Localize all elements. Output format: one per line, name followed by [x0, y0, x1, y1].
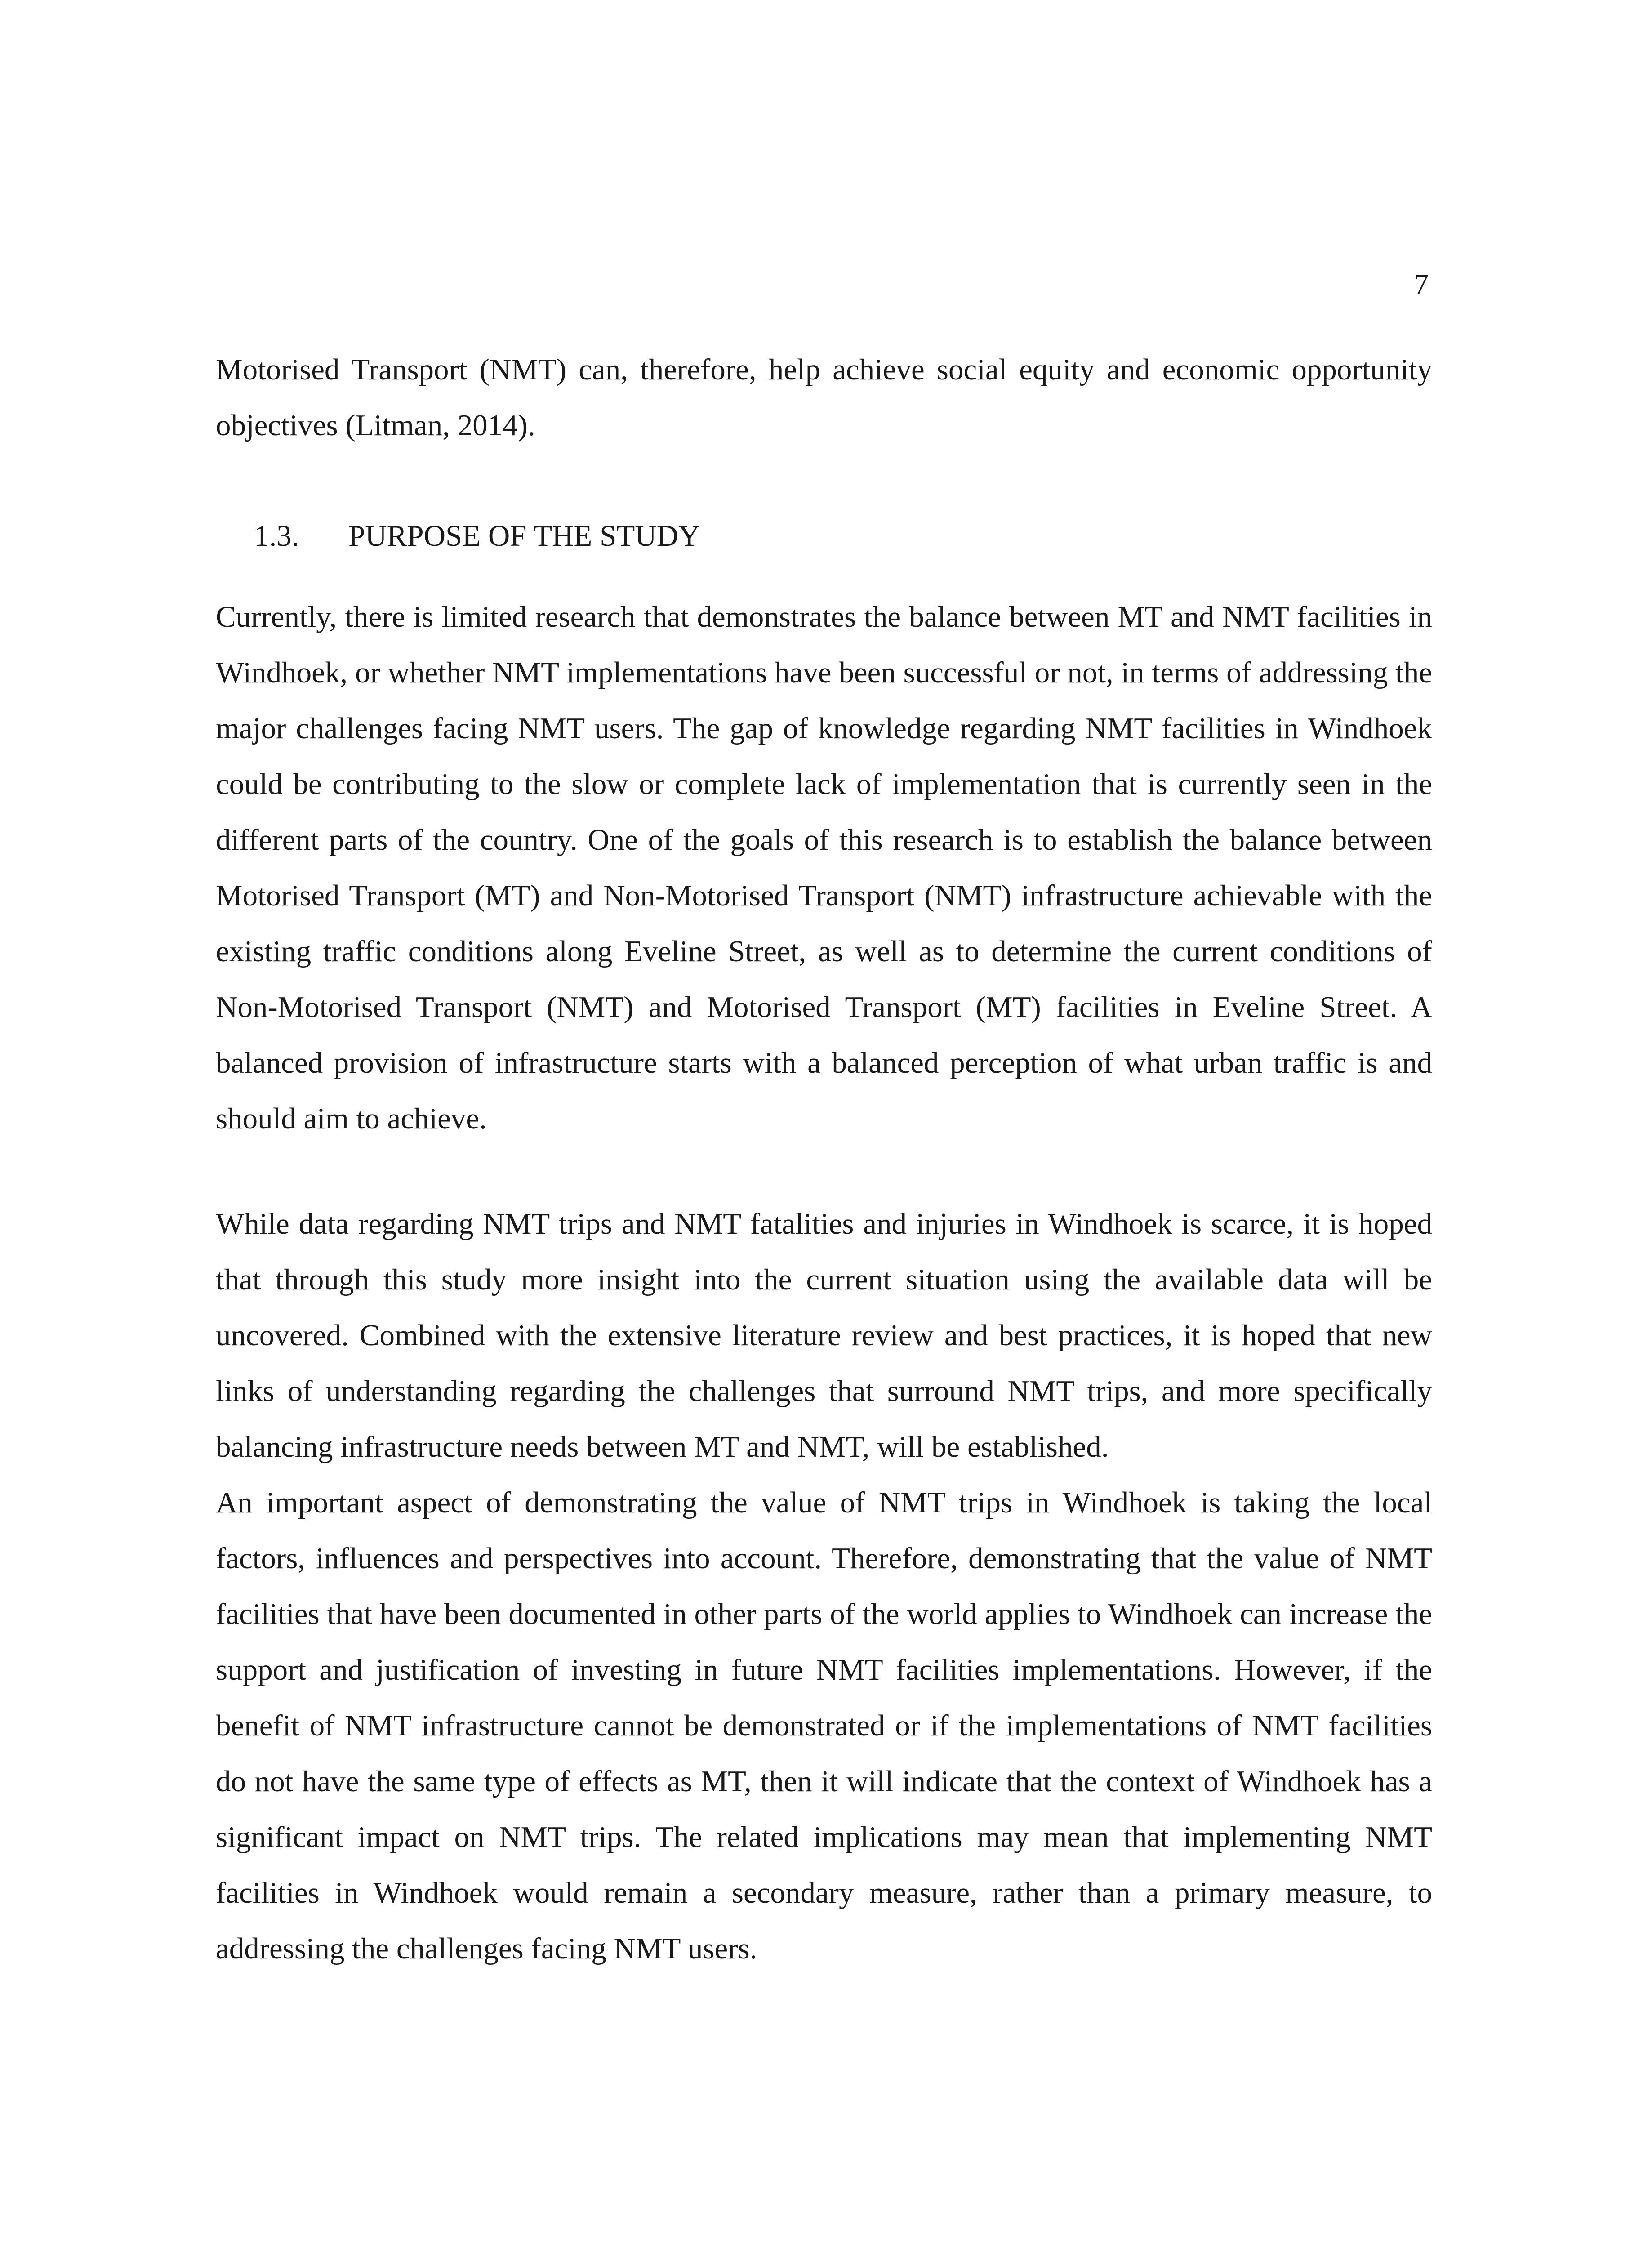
- section-title: PURPOSE OF THE STUDY: [348, 519, 700, 553]
- page-number: 7: [1414, 268, 1429, 300]
- section-heading: [254, 508, 700, 564]
- paragraph-data-scarcity: While data regarding NMT trips and NMT fatalities and injuries in Windhoek is scarce, it is hoped that through this study more insight into the current situation using the available data will be uncovered. Combined with the extensive literature review and best practices, it is hoped that new links of understanding regarding the challenges that surround NMT trips, and more specifically balancing infrastructure needs between MT and NMT, will be established.: [216, 1207, 1432, 1463]
- paragraph-purpose: Currently, there is limited research that demonstrates the balance between MT and NMT facilities in Windhoek, or whether NMT implementations have been successful or not, in terms of addressing the major challenges facing NMT users. The gap of knowledge regarding NMT facilities in Windhoek could be contributing to the slow or complete lack of implementation that is currently seen in the different parts of the country. One of the goals of this research is to establish the balance between Motorised Transport (MT) and Non-Motorised Transport (NMT) infrastructure achievable with the existing traffic conditions along Eveline Street, as well as to determine the current conditions of Non-Motorised Transport (NMT) and Motorised Transport (MT) facilities in Eveline Street. A balanced provision of infrastructure starts with a balanced perception of what urban traffic is and should aim to achieve.: [216, 600, 1432, 1135]
- section-number: 1.3.: [254, 519, 299, 553]
- paragraph-local-context: An important aspect of demonstrating the value of NMT trips in Windhoek is taking the local factors, influences and perspectives into account. Therefore, demonstrating that the value of NMT facilities that have been documented in other parts of the world applies to Windhoek can increase the support and justification of investing in future NMT facilities implementations. However, if the benefit of NMT infrastructure cannot be demonstrated or if the implementations of NMT facilities do not have the same type of effects as MT, then it will indicate that the context of Windhoek has a significant impact on NMT trips. The related implications may mean that implementing NMT facilities in Windhoek would remain a secondary measure, rather than a primary measure, to addressing the challenges facing NMT users.: [216, 1486, 1432, 1965]
- paragraph-intro-continuation: Motorised Transport (NMT) can, therefore, help achieve social equity and economic opportunity objectives (Litman, 2014).: [216, 353, 1432, 442]
